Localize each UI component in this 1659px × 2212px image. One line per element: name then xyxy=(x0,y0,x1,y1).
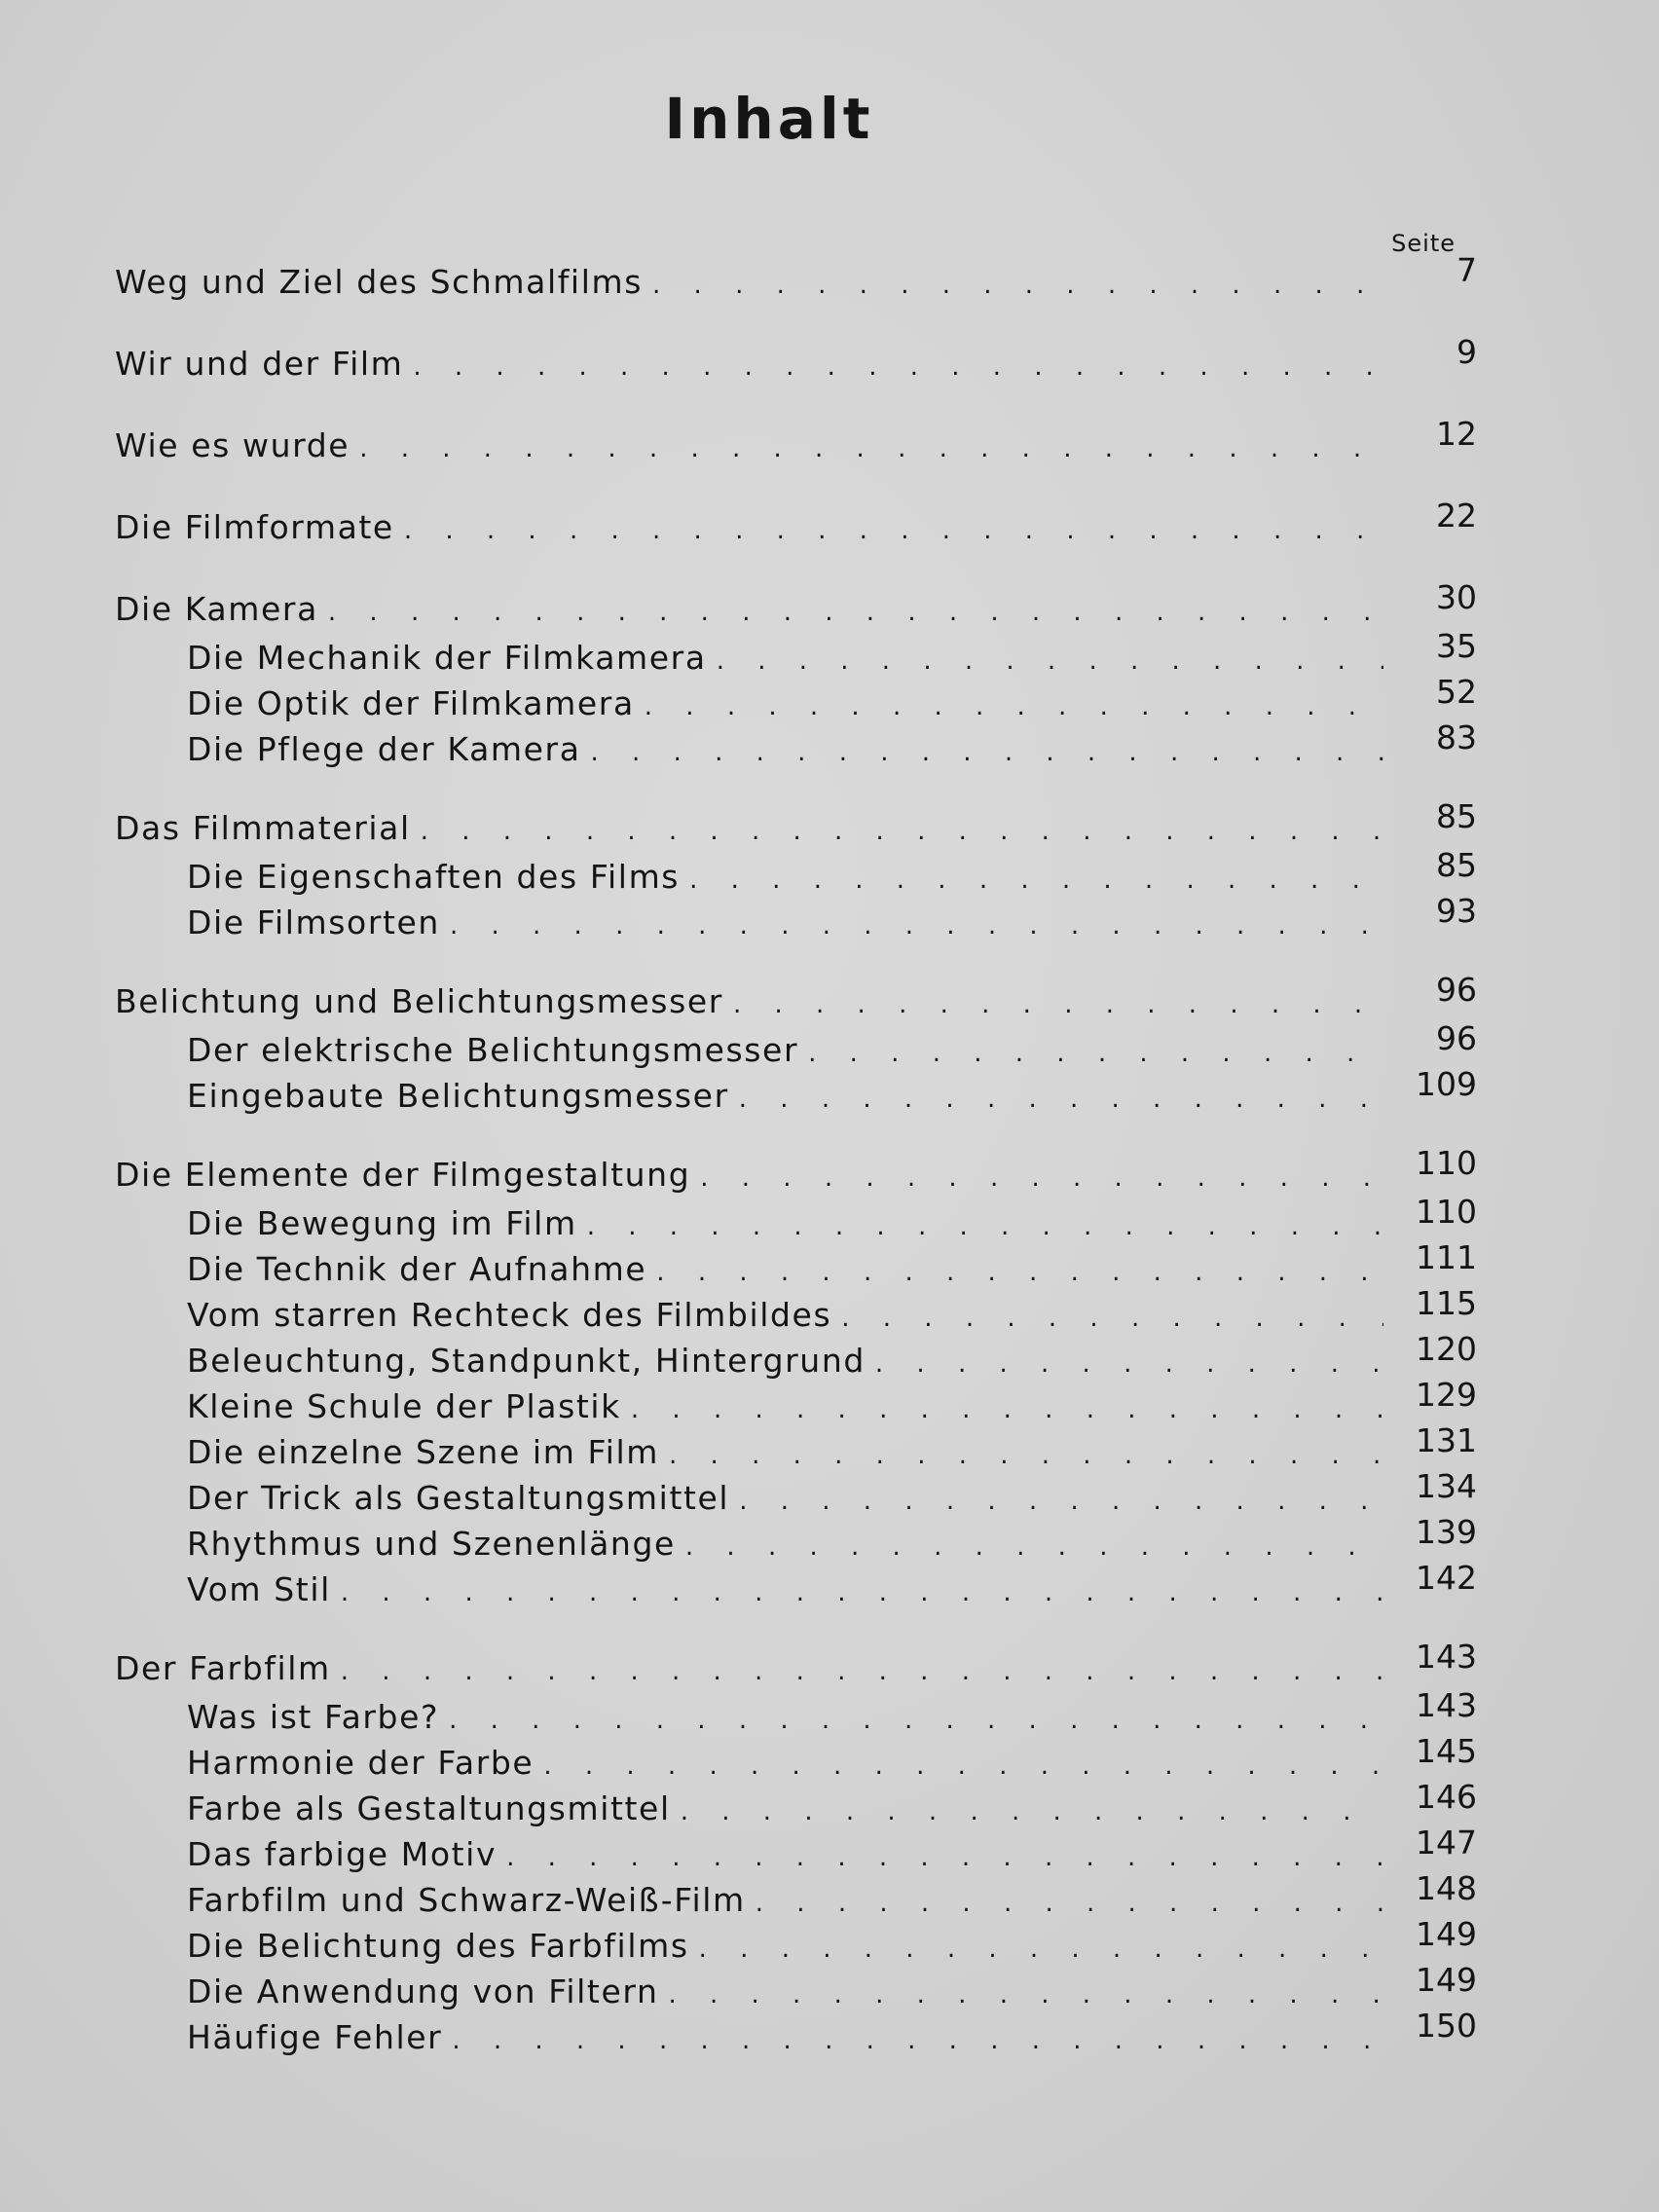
toc-section xyxy=(0,497,1659,557)
dot-leader xyxy=(341,1578,1383,1607)
dot-leader xyxy=(808,1039,1383,1068)
entry-page-number: 148 xyxy=(1416,1869,1477,1907)
entry-page-number: 142 xyxy=(1416,1559,1477,1597)
dot-leader xyxy=(656,1258,1383,1287)
entry-page-number: 143 xyxy=(1416,1638,1477,1676)
entry-title: Die Kamera xyxy=(115,590,318,628)
page-title: Inhalt xyxy=(664,86,874,152)
entry-title: Die Eigenschaften des Films xyxy=(187,858,681,896)
entry-page-number: 139 xyxy=(1416,1513,1477,1551)
dot-leader xyxy=(717,646,1383,676)
entry-page-number: 134 xyxy=(1416,1467,1477,1505)
entry-title: Farbe als Gestaltungsmittel xyxy=(187,1789,671,1827)
entry-page-number: 85 xyxy=(1436,846,1477,884)
dot-leader xyxy=(652,271,1383,300)
toc-subentry xyxy=(0,892,1659,949)
dot-leader xyxy=(668,1980,1383,2009)
toc-subentry xyxy=(0,2007,1659,2064)
entry-page-number: 96 xyxy=(1436,1019,1477,1057)
dot-leader xyxy=(341,1657,1383,1686)
entry-title: Vom starren Rechteck des Filmbildes xyxy=(187,1296,832,1334)
dot-leader xyxy=(413,352,1383,382)
dot-leader xyxy=(452,2026,1383,2055)
dot-leader xyxy=(756,1889,1383,1918)
entry-page-number: 147 xyxy=(1416,1824,1477,1862)
table-of-contents xyxy=(0,251,1659,2097)
entry-title: Die einzelne Szene im Film xyxy=(187,1433,660,1471)
toc-subentry xyxy=(0,1559,1659,1616)
entry-page-number: 149 xyxy=(1416,1961,1477,1999)
entry-page-number: 111 xyxy=(1416,1238,1477,1276)
toc-chapter-entry xyxy=(0,333,1659,393)
dot-leader xyxy=(631,1395,1383,1424)
toc-subentry xyxy=(0,719,1659,776)
entry-title: Die Technik der Aufnahme xyxy=(187,1250,647,1288)
entry-title: Belichtung und Belichtungsmesser xyxy=(115,982,723,1020)
entry-title: Die Belichtung des Farbfilms xyxy=(187,1927,689,1965)
dot-leader xyxy=(543,1751,1383,1781)
entry-title: Die Mechanik der Filmkamera xyxy=(187,639,707,677)
entry-page-number: 110 xyxy=(1416,1193,1477,1231)
entry-title: Der elektrische Belichtungsmesser xyxy=(187,1031,799,1069)
entry-title: Beleuchtung, Standpunkt, Hintergrund xyxy=(187,1342,866,1380)
entry-title: Häufige Fehler xyxy=(187,2018,443,2056)
entry-page-number: 109 xyxy=(1416,1065,1477,1103)
dot-leader xyxy=(733,990,1383,1019)
entry-title: Eingebaute Belichtungsmesser xyxy=(187,1077,729,1115)
dot-leader xyxy=(841,1304,1383,1333)
toc-chapter-entry xyxy=(0,415,1659,475)
dot-leader xyxy=(739,1487,1383,1516)
entry-title: Die Filmsorten xyxy=(187,903,440,941)
entry-page-number: 30 xyxy=(1436,578,1477,616)
entry-title: Die Optik der Filmkamera xyxy=(187,684,635,722)
entry-page-number: 7 xyxy=(1456,251,1477,289)
entry-title: Weg und Ziel des Schmalfilms xyxy=(115,263,644,301)
entry-title: Die Anwendung von Filtern xyxy=(187,1972,659,2010)
entry-page-number: 110 xyxy=(1416,1144,1477,1182)
dot-leader xyxy=(875,1349,1383,1379)
dot-leader xyxy=(404,516,1383,545)
entry-page-number: 143 xyxy=(1416,1686,1477,1724)
entry-page-number: 93 xyxy=(1436,892,1477,930)
entry-page-number: 9 xyxy=(1456,333,1477,371)
entry-page-number: 115 xyxy=(1416,1284,1477,1322)
entry-page-number: 149 xyxy=(1416,1915,1477,1953)
dot-leader xyxy=(450,911,1383,940)
toc-chapter-entry xyxy=(0,497,1659,557)
entry-title: Farbfilm und Schwarz-Weiß-Film xyxy=(187,1881,746,1919)
toc-subentry xyxy=(0,1065,1659,1123)
toc-section xyxy=(0,251,1659,312)
entry-page-number: 83 xyxy=(1436,719,1477,756)
entry-page-number: 145 xyxy=(1416,1732,1477,1770)
dot-leader xyxy=(699,1935,1383,1964)
dot-leader xyxy=(669,1441,1383,1470)
entry-title: Wir und der Film xyxy=(115,345,404,383)
dot-leader xyxy=(587,1212,1383,1241)
entry-page-number: 85 xyxy=(1436,797,1477,835)
entry-title: Die Bewegung im Film xyxy=(187,1204,577,1242)
entry-title: Die Pflege der Kamera xyxy=(187,730,581,768)
toc-chapter-entry xyxy=(0,251,1659,312)
entry-title: Der Farbfilm xyxy=(115,1649,331,1687)
dot-leader xyxy=(449,1706,1383,1735)
entry-page-number: 52 xyxy=(1436,673,1477,711)
entry-title: Der Trick als Gestaltungsmittel xyxy=(187,1479,730,1517)
entry-title: Vom Stil xyxy=(187,1570,331,1608)
page-column-label: Seite xyxy=(1391,230,1456,257)
dot-leader xyxy=(681,1797,1383,1826)
entry-title: Was ist Farbe? xyxy=(187,1698,440,1736)
entry-title: Harmonie der Farbe xyxy=(187,1744,535,1782)
entry-page-number: 35 xyxy=(1436,627,1477,665)
toc-section xyxy=(0,1144,1659,1616)
entry-title: Kleine Schule der Plastik xyxy=(187,1387,621,1425)
dot-leader xyxy=(739,1085,1383,1114)
toc-section xyxy=(0,415,1659,475)
entry-page-number: 12 xyxy=(1436,415,1477,453)
toc-section xyxy=(0,578,1659,776)
entry-title: Rhythmus und Szenenlänge xyxy=(187,1525,676,1563)
entry-title: Das Filmmaterial xyxy=(115,809,411,847)
entry-page-number: 131 xyxy=(1416,1421,1477,1459)
entry-page-number: 120 xyxy=(1416,1330,1477,1368)
dot-leader xyxy=(685,1532,1383,1562)
dot-leader xyxy=(328,598,1383,627)
entry-page-number: 150 xyxy=(1416,2007,1477,2045)
dot-leader xyxy=(700,1163,1383,1193)
entry-page-number: 22 xyxy=(1436,497,1477,535)
dot-leader xyxy=(645,692,1383,721)
dot-leader xyxy=(689,866,1383,895)
toc-section xyxy=(0,797,1659,949)
entry-title: Die Elemente der Filmgestaltung xyxy=(115,1156,691,1194)
toc-section xyxy=(0,1638,1659,2064)
toc-section xyxy=(0,971,1659,1123)
entry-page-number: 146 xyxy=(1416,1778,1477,1816)
dot-leader xyxy=(591,738,1383,767)
toc-section xyxy=(0,333,1659,393)
entry-title: Die Filmformate xyxy=(115,508,394,546)
dot-leader xyxy=(421,817,1383,846)
entry-title: Das farbige Motiv xyxy=(187,1835,498,1873)
dot-leader xyxy=(359,434,1383,463)
entry-page-number: 96 xyxy=(1436,971,1477,1009)
entry-title: Wie es wurde xyxy=(115,426,350,464)
dot-leader xyxy=(506,1843,1383,1872)
entry-page-number: 129 xyxy=(1416,1376,1477,1414)
